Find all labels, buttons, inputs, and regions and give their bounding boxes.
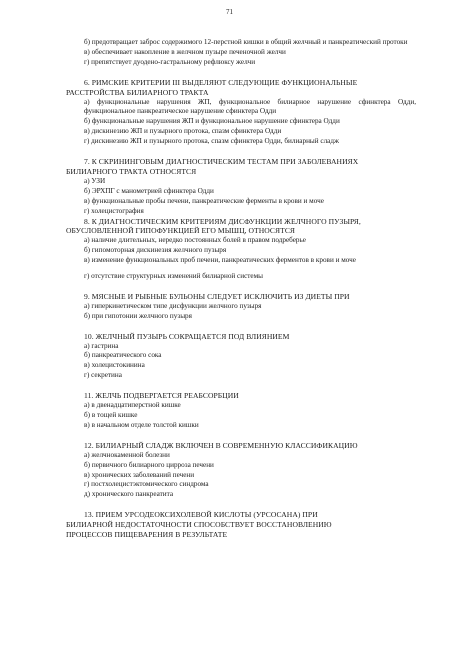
answer-option: б) предотвращает заброс содержимого 12-перстной кишки в общий желчный и панкреатический протоки <box>84 38 408 46</box>
answer-option: а) гастрина <box>84 341 119 350</box>
question-title: РАССТРОЙСТВА БИЛИАРНОГО ТРАКТА <box>66 87 209 97</box>
answer-option: б) ЭРХПГ с манометрией сфинктера Одди <box>84 186 214 195</box>
page-body <box>66 38 416 540</box>
answer-option: г) отсутствие структурных изменений билиарной системы <box>84 272 263 281</box>
answer-option: в) дискинезию ЖП и пузырного протока, спазм сфинктера Одди <box>84 127 282 136</box>
answer-option: в) изменение функциональных проб печени, панкреатических ферментов в крови и моче <box>84 256 356 265</box>
question-title: 7. К СКРИНИНГОВЫМ ДИАГНОСТИЧЕСКИМ ТЕСТАМ ПРИ ЗАБОЛЕВАНИЯХ <box>84 157 359 167</box>
answer-option: в) обеспечивает накопление в желчном пузыре печеночной желчи <box>84 47 286 56</box>
question-title: БИЛИАРНОЙ НЕДОСТАТОЧНОСТИ СПОСОБСТВУЕТ ВОССТАНОВЛЕНИЮ <box>66 520 332 530</box>
answer-option: а) гиперкинетическом типе дисфункции желчного пузыря <box>84 301 262 310</box>
question-title: 9. МЯСНЫЕ И РЫБНЫЕ БУЛЬОНЫ СЛЕДУЕТ ИСКЛЮЧИТЬ ИЗ ДИЕТЫ ПРИ <box>84 291 350 301</box>
question-title: 10. ЖЕЛЧНЫЙ ПУЗЫРЬ СОКРАЩАЕТСЯ ПОД ВЛИЯНИЕМ <box>84 331 290 341</box>
question-title: 11. ЖЕЛЧЬ ПОДВЕРГАЕТСЯ РЕАБСОРБЦИИ <box>84 391 239 401</box>
answer-option: в) холецистокинина <box>84 361 145 370</box>
answer-option: в) хронических заболеваний печени <box>84 470 195 479</box>
answer-option: б) панкреатического сока <box>84 351 162 360</box>
page-number: 71 <box>226 8 233 16</box>
answer-option: в) функциональные пробы печени, панкреатические ферменты в крови и моче <box>84 196 324 205</box>
question-title: ОБУСЛОВЛЕННОЙ ГИПОФУНКЦИЕЙ ЕГО МЫШЦ, ОТНОСЯТСЯ <box>66 226 296 236</box>
answer-option: г) секретина <box>84 371 122 380</box>
answer-option: а) функциональные нарушения ЖП, функциональное билиарное нарушение сфинктера Одди, функциональное панкреатическое нарушение сфинктера Одди <box>84 97 416 116</box>
answer-option: г) препятствует дуодено-гастральному рефлюксу желчи <box>84 57 256 66</box>
answer-option: г) дискинезию ЖП и пузырного протока, спазм сфинктера Одди, билиарный сладж <box>84 137 339 146</box>
answer-option: б) первичного билиарного цирроза печени <box>84 460 214 469</box>
question-title: ПРОЦЕССОВ ПИЩЕВАРЕНИЯ В РЕЗУЛЬТАТЕ <box>66 530 228 540</box>
answer-option: б) при гипотонии желчного пузыря <box>84 311 192 320</box>
answer-option: а) желчнокаменной болезни <box>84 450 170 459</box>
answer-option: г) постхолецистэктомического синдрома <box>84 480 209 489</box>
question-title: 6. РИМСКИЕ КРИТЕРИИ III ВЫДЕЛЯЮТ СЛЕДУЮЩИЕ ФУНКЦИОНАЛЬНЫЕ <box>84 77 358 87</box>
answer-option: а) УЗИ <box>84 176 106 185</box>
answer-option: г) холецистография <box>84 206 144 215</box>
answer-option: б) гипомоторная дискинезия желчного пузыря <box>84 246 227 255</box>
answer-option: в) в начальном отделе толстой кишки <box>84 420 199 429</box>
question-title: 13. ПРИЕМ УРСОДЕОКСИХОЛЕВОЙ КИСЛОТЫ (УРСОСАНА) ПРИ <box>84 510 318 520</box>
answer-option: б) в тощей кишке <box>84 411 138 419</box>
answer-option: б) функциональные нарушения ЖП и функциональное нарушение сфинктера Одди <box>84 117 340 126</box>
question-title: 12. БИЛИАРНЫЙ СЛАДЖ ВКЛЮЧЕН В СОВРЕМЕННУЮ КЛАССИФИКАЦИЮ <box>84 440 358 450</box>
answer-option: а) в двенадцатиперстной кишке <box>84 401 181 410</box>
question-title: 8. К ДИАГНОСТИЧЕСКИМ КРИТЕРИЯМ ДИСФУНКЦИИ ЖЕЛЧНОГО ПУЗЫРЯ, <box>84 216 361 226</box>
answer-option: д) хронического панкреатита <box>84 490 174 499</box>
answer-option: а) наличие длительных, нередко постоянных болей в правом подреберье <box>84 236 306 245</box>
question-title: БИЛИАРНОГО ТРАКТА ОТНОСЯТСЯ <box>66 166 197 176</box>
